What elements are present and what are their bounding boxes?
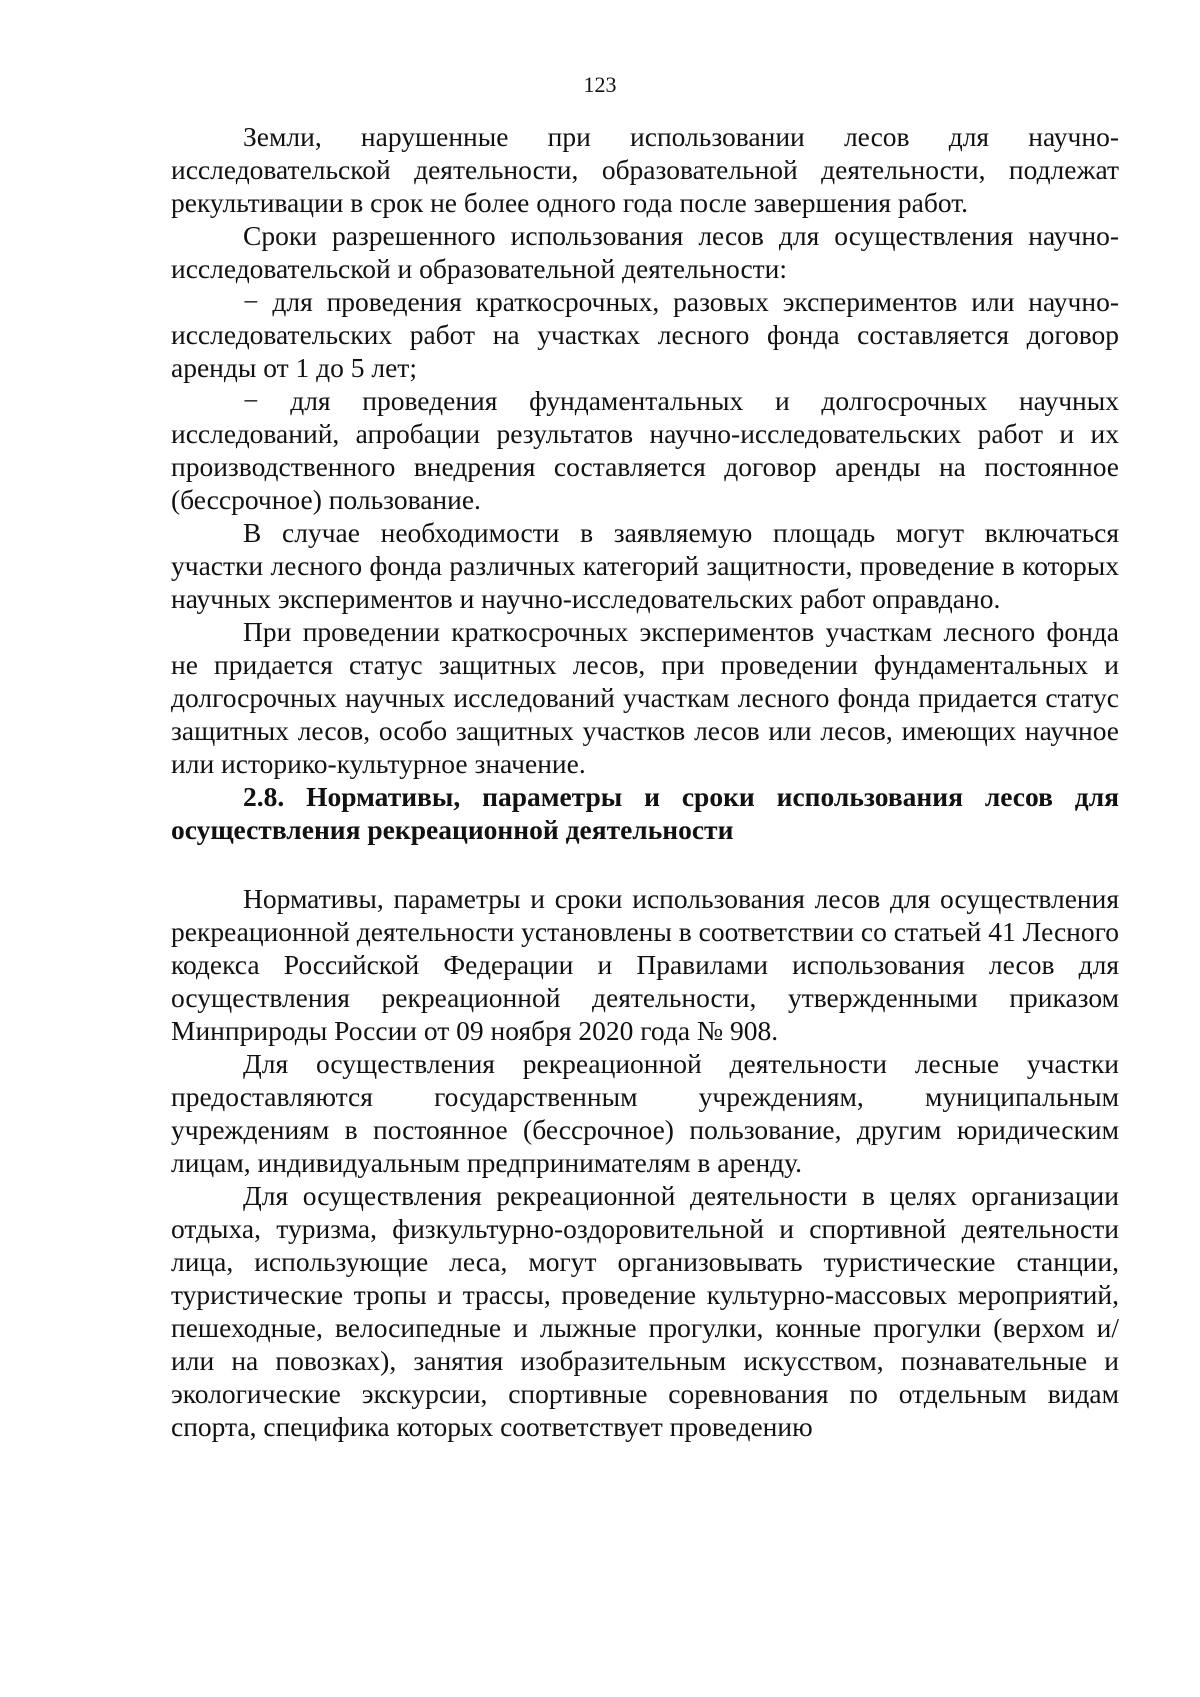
paragraph-reclamation: Земли, нарушенные при использовании лесов для научно-исследовательской деятельности, образовательной деятельности, подлежат рекультивации в срок не более одного года после завершения работ. <box>171 121 1119 218</box>
paragraph-regulations: Нормативы, параметры и сроки использования лесов для осуществления рекреационной деятельности установлены в соответствии со статьей 41 Лесного кодекса Российской Федерации и Правилами использования лесов для осуществления рекреационной деятельности, утвержденными приказом Минприроды России от 09 ноября 2020 года № 908. <box>171 883 1119 1046</box>
paragraph-protection-categories: В случае необходимости в заявляемую площадь могут включаться участки лесного фонда различных категорий защитности, проведение в которых научных экспериментов и научно-исследовательских работ оправдано. <box>171 517 1119 614</box>
list-item-short-term: − для проведения краткосрочных, разовых экспериментов или научно-исследовательских работ на участках лесного фонда составляется договор аренды от 1 до 5 лет; <box>171 286 1119 383</box>
paragraph-protected-status: При проведении краткосрочных экспериментов участкам лесного фонда не придается статус защитных лесов, при проведении фундаментальных и долгосрочных научных исследований участкам лесного фонда придается статус защитных лесов, особо защитных участков лесов или лесов, имеющих научное или историко-культурное значение. <box>171 616 1119 779</box>
paragraph-recreation-activities: Для осуществления рекреационной деятельности в целях организации отдыха, туризма, физкультурно-оздоровительной и спортивной деятельности лица, использующие леса, могут организовывать туристические станции, туристические тропы и трассы, проведение культурно-массовых мероприятий, пешеходные, велосипедные и лыжные прогулки, конные прогулки (верхом и/или на повозках), занятия изобразительным искусством, познавательные и экологические экскурсии, спортивные соревнования по отдельным видам спорта, специфика которых соответствует проведению <box>171 1180 1119 1442</box>
page-number: 123 <box>583 72 617 97</box>
list-item-long-term: − для проведения фундаментальных и долгосрочных научных исследований, апробации результатов научно-исследовательских работ и их производственного внедрения составляется договор аренды на постоянное (бессрочное) пользование. <box>171 385 1119 515</box>
section-heading: 2.8. Нормативы, параметры и сроки использования лесов для осуществления рекреационной деятельности <box>171 781 1119 845</box>
section-spacer <box>171 846 1119 882</box>
paragraph-land-provision: Для осуществления рекреационной деятельности лесные участки предоставляются государственным учреждениям, муниципальным учреждениям в постоянное (бессрочное) пользование, другим юридическим лицам, индивидуальным предпринимателям в аренду. <box>171 1048 1119 1178</box>
paragraph-usage-terms: Сроки разрешенного использования лесов для осуществления научно-исследовательской и образовательной деятельности: <box>171 220 1119 284</box>
document-body <box>171 120 1119 1443</box>
